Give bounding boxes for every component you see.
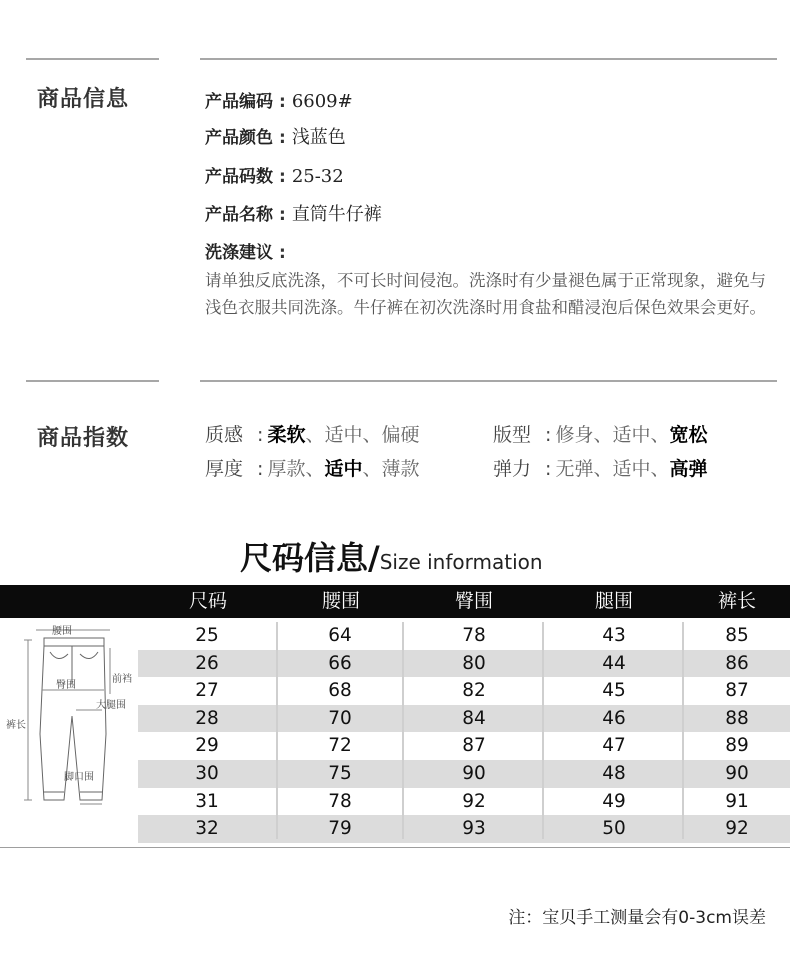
diagram-label-hem: 脚口围	[64, 772, 94, 783]
table-row	[138, 705, 790, 733]
table-row	[138, 650, 790, 678]
cell-waist: 78	[328, 790, 352, 812]
section-rule-right-top	[200, 58, 777, 60]
index-option-selected: 高弹	[669, 458, 708, 480]
info-value: 25-32	[291, 166, 344, 187]
table-row	[138, 677, 790, 705]
cell-length: 85	[725, 625, 749, 646]
index-option: 无弹	[555, 458, 594, 480]
cell-waist: 66	[328, 652, 352, 674]
section-rule-left-top	[26, 58, 159, 60]
index-item: 版型 : 修身、适中、宽松	[493, 424, 708, 446]
cell-thigh: 48	[602, 763, 626, 784]
size-table-header	[0, 585, 790, 618]
index-option-selected: 适中	[324, 458, 363, 480]
cell-hip: 87	[462, 735, 486, 757]
column-divider	[682, 622, 684, 839]
index-option: 薄款	[381, 458, 420, 480]
cell-thigh: 44	[602, 652, 626, 674]
index-item: 厚度 : 厚款、适中、薄款	[205, 458, 420, 480]
index-item: 弹力 : 无弹、适中、高弹	[493, 458, 708, 480]
info-row-code: 产品编码 : 6609#	[205, 91, 353, 112]
cell-thigh: 43	[602, 625, 626, 646]
cell-hip: 80	[462, 652, 486, 674]
diagram-label-thigh: 大腿围	[96, 700, 126, 711]
index-option: 适中	[612, 424, 651, 446]
cell-length: 89	[725, 735, 749, 757]
cell-waist: 79	[328, 818, 352, 840]
table-row	[138, 732, 790, 760]
table-row	[138, 760, 790, 788]
info-row-color: 产品颜色 : 浅蓝色	[205, 127, 346, 148]
cell-waist: 72	[328, 735, 352, 757]
info-value: 6609#	[291, 91, 353, 112]
section-rule-left-mid	[26, 380, 159, 382]
index-key: 弹力	[493, 458, 532, 480]
size-title-cn: 尺码信息/	[240, 539, 380, 577]
header-size: 尺码	[188, 590, 227, 612]
cell-length: 92	[725, 818, 749, 840]
cell-length: 88	[725, 707, 749, 729]
cell-size: 28	[195, 707, 219, 729]
index-option: 偏硬	[381, 424, 420, 446]
measurement-note: 注：宝贝手工测量会有0-3cm误差	[508, 908, 766, 928]
info-key: 产品编码	[205, 92, 273, 112]
diagram-label-waist: 腰围	[52, 626, 72, 637]
cell-thigh: 47	[602, 735, 626, 757]
cell-hip: 92	[462, 790, 486, 812]
cell-thigh: 45	[602, 680, 626, 702]
index-option: 修身	[555, 424, 594, 446]
index-item: 质感 : 柔软、适中、偏硬	[205, 424, 420, 446]
diagram-label-front-rise: 前裆	[112, 674, 132, 685]
section-rule-right-mid	[200, 380, 777, 382]
info-key: 洗涤建议	[205, 243, 273, 263]
cell-length: 87	[725, 680, 749, 702]
column-divider	[402, 622, 404, 839]
cell-hip: 82	[462, 680, 486, 702]
table-row	[138, 788, 790, 816]
cell-hip: 93	[462, 818, 486, 840]
size-title-en: Size information	[379, 550, 543, 574]
cell-length: 91	[725, 790, 749, 812]
info-key: 产品码数	[205, 167, 273, 187]
diagram-label-hip: 臀围	[56, 680, 76, 691]
header-length: 裤长	[717, 590, 756, 612]
table-row	[138, 815, 790, 843]
cell-size: 25	[195, 625, 219, 646]
index-key: 版型	[493, 424, 532, 446]
cell-size: 30	[195, 763, 219, 784]
column-divider	[542, 622, 544, 839]
header-hip: 臀围	[454, 590, 493, 612]
cell-thigh: 46	[602, 707, 626, 729]
header-thigh: 腿围	[594, 590, 633, 612]
info-row-wash: 洗涤建议 :	[205, 243, 286, 263]
cell-length: 90	[725, 763, 749, 784]
header-waist: 腰围	[321, 590, 360, 612]
index-option: 适中	[612, 458, 651, 480]
cell-length: 86	[725, 652, 749, 674]
wash-instructions: 请单独反底洗涤，不可长时间侵泡。洗涤时有少量褪色属于正常现象，避免与浅色衣服共同洗涤。牛仔裤在初次洗涤时用食盐和醋浸泡后保色效果会更好。	[205, 271, 766, 317]
product-info-title: 商品信息	[37, 87, 130, 112]
cell-size: 31	[195, 790, 219, 812]
cell-thigh: 49	[602, 790, 626, 812]
cell-waist: 70	[328, 707, 352, 729]
index-option-selected: 柔软	[267, 424, 306, 446]
cell-waist: 75	[328, 763, 352, 784]
product-index-title: 商品指数	[37, 426, 130, 451]
cell-thigh: 50	[602, 818, 626, 840]
cell-size: 27	[195, 680, 219, 702]
cell-waist: 64	[328, 625, 352, 646]
cell-size: 26	[195, 652, 219, 674]
cell-waist: 68	[328, 680, 352, 702]
info-row-name: 产品名称 : 直筒牛仔裤	[205, 204, 382, 225]
footer-rule	[0, 847, 790, 848]
index-key: 厚度	[205, 458, 244, 480]
info-value: 浅蓝色	[291, 127, 346, 148]
cell-hip: 84	[462, 707, 486, 729]
index-option: 厚款	[267, 458, 306, 480]
table-row	[138, 622, 790, 650]
index-option-selected: 宽松	[669, 424, 708, 446]
diagram-label-length: 裤长	[6, 720, 26, 731]
cell-size: 32	[195, 818, 219, 840]
info-value: 直筒牛仔裤	[291, 204, 382, 225]
info-key: 产品名称	[205, 205, 273, 225]
jeans-measurement-diagram	[6, 624, 138, 820]
cell-hip: 78	[462, 625, 486, 646]
cell-size: 29	[195, 735, 219, 757]
size-info-title	[240, 533, 543, 579]
info-row-size: 产品码数 : 25-32	[205, 166, 344, 187]
column-divider	[276, 622, 278, 839]
index-key: 质感	[205, 424, 244, 446]
info-key: 产品颜色	[205, 128, 273, 148]
index-option: 适中	[324, 424, 363, 446]
cell-hip: 90	[462, 763, 486, 784]
